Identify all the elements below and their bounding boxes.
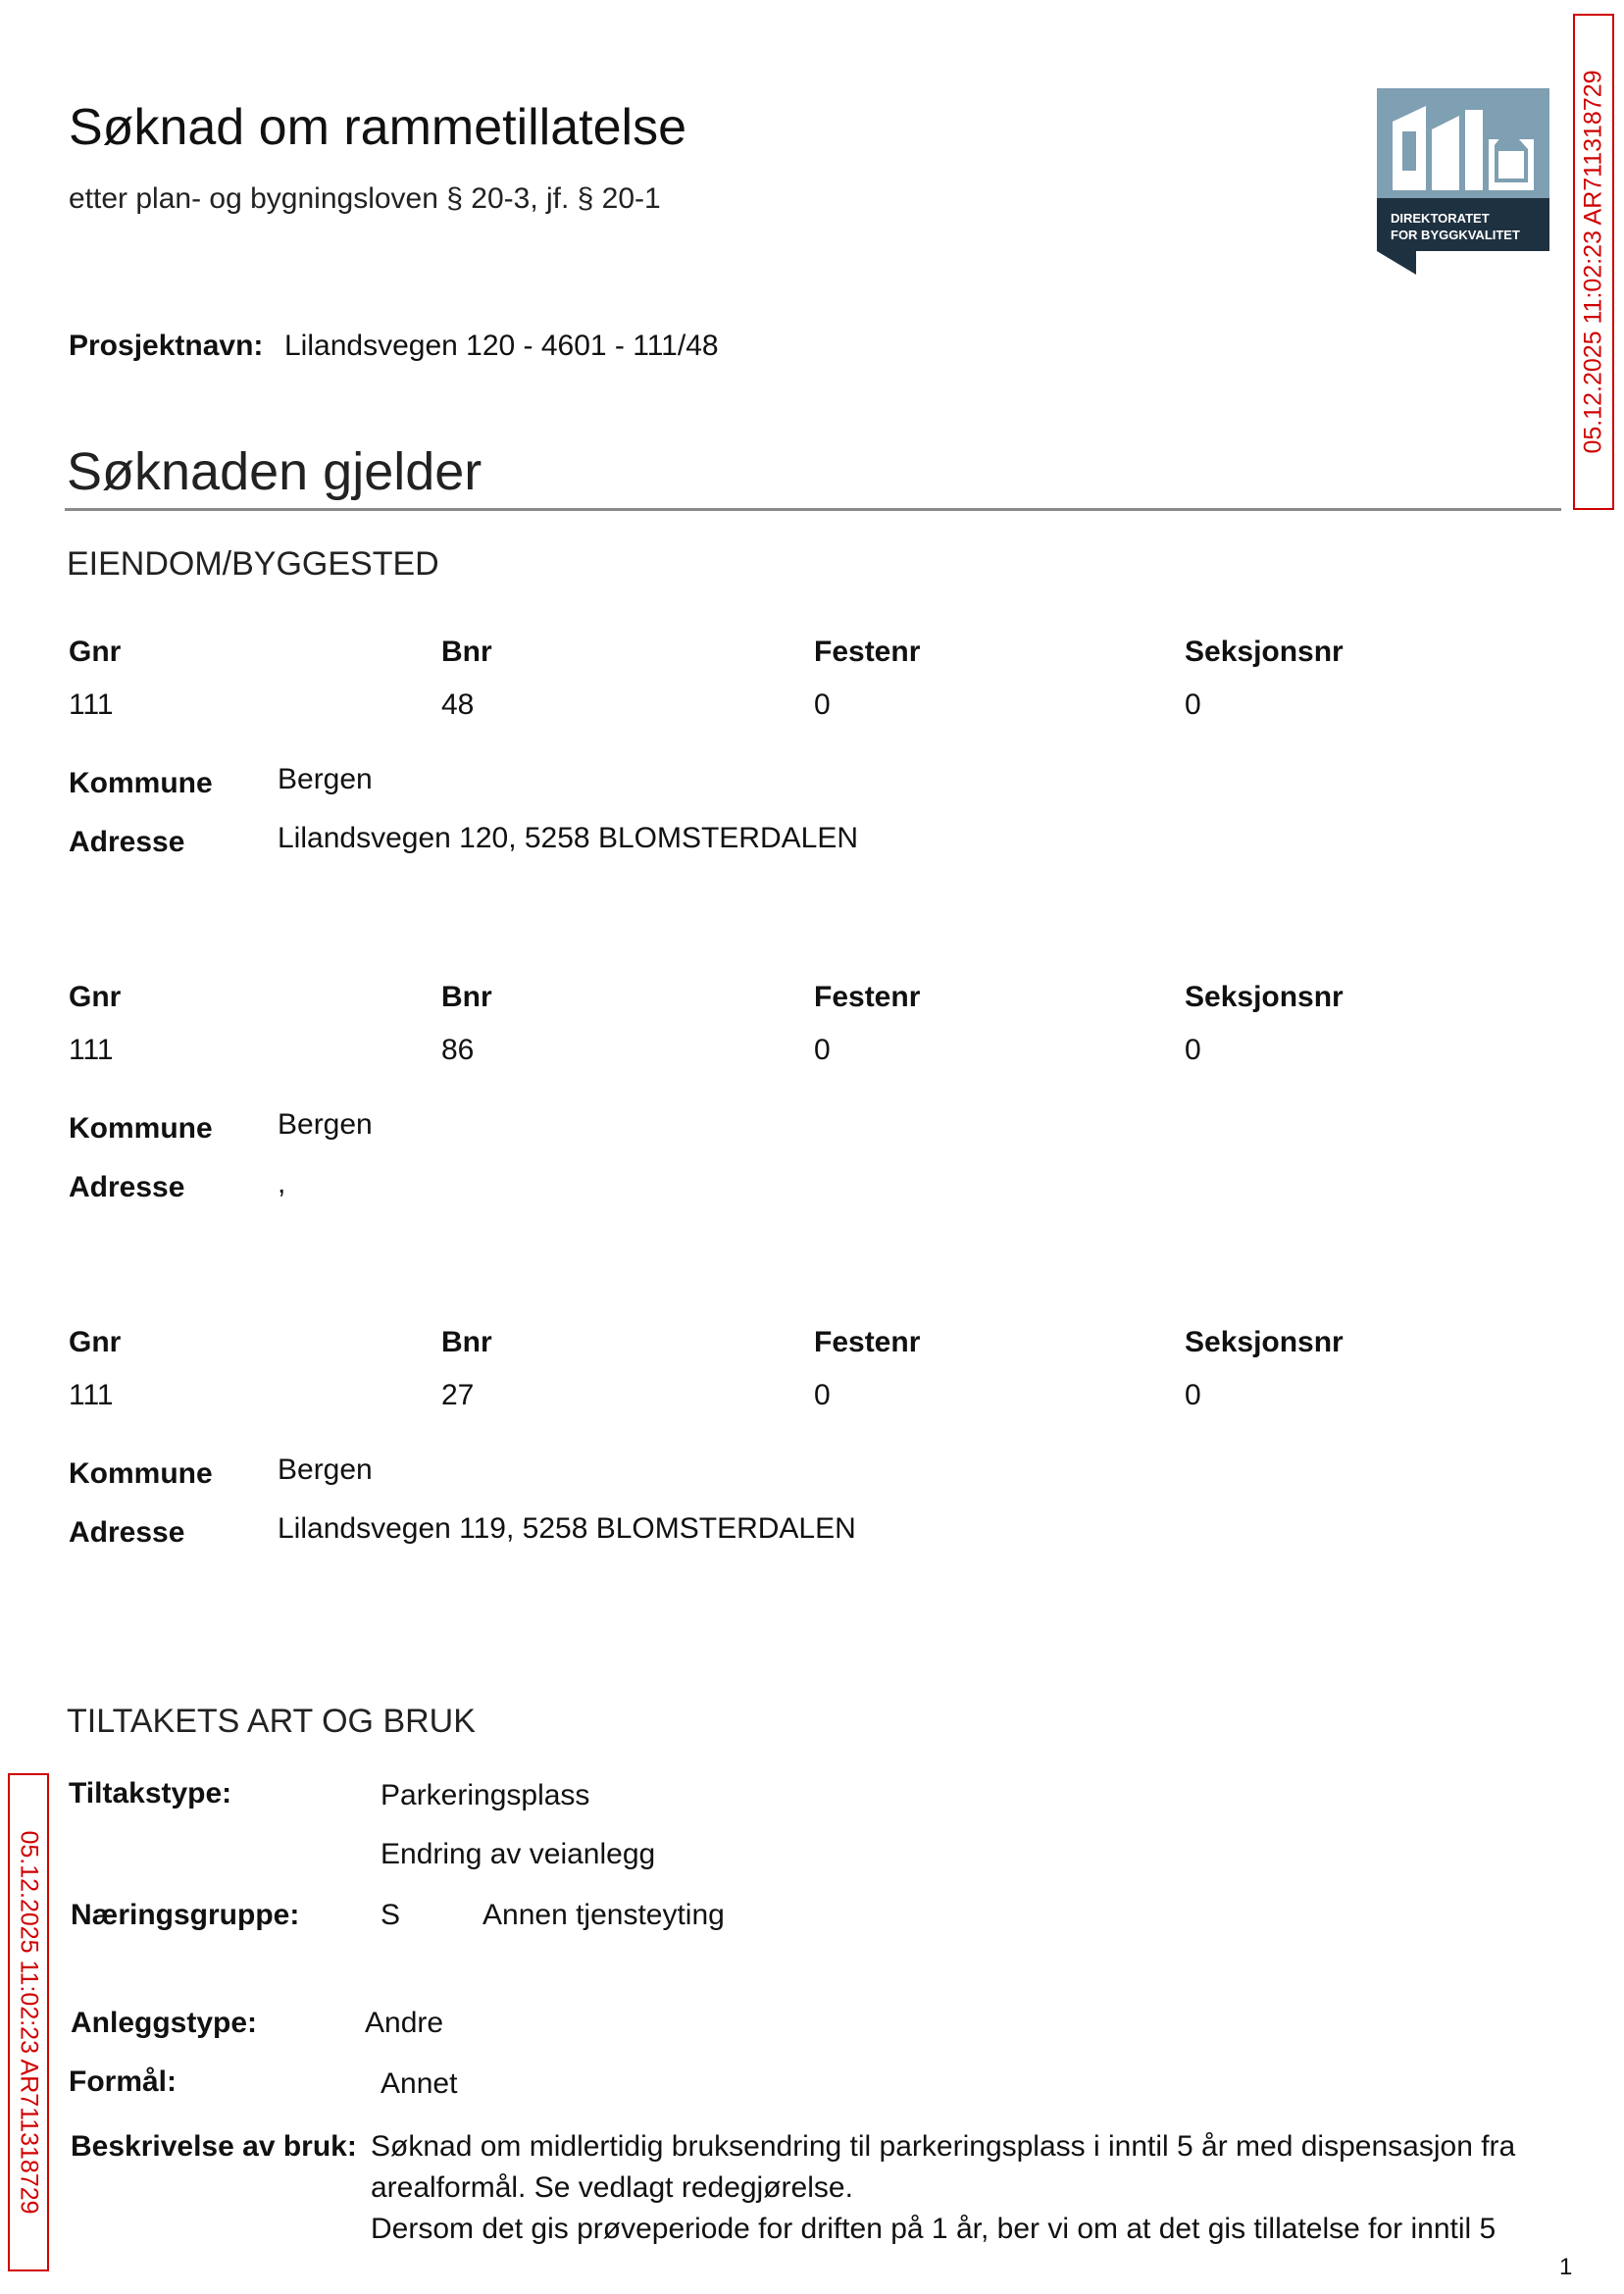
festenr-label: Festenr <box>814 636 921 668</box>
tiltakstype-value: Endring av veianlegg <box>381 1838 656 1870</box>
seksjonsnr-label: Seksjonsnr <box>1185 1326 1344 1358</box>
bnr-value: 48 <box>441 688 475 721</box>
archive-stamp-text: 05.12.2025 11:02:23 AR711318729 <box>15 1830 43 2215</box>
naeringsgruppe-text: Annen tjensteyting <box>482 1899 725 1931</box>
festenr-value: 0 <box>814 1034 831 1066</box>
tiltakstype-label: Tiltakstype: <box>69 1777 232 1810</box>
seksjonsnr-value: 0 <box>1185 688 1201 721</box>
gnr-label: Gnr <box>69 636 122 668</box>
beskrivelse-line: Dersom det gis prøveperiode for driften på 1 år, ber vi om at det gis tillatelse for inntil 5 <box>371 2213 1497 2245</box>
kommune-value: Bergen <box>278 763 373 795</box>
naeringsgruppe-code: S <box>381 1899 401 1931</box>
adresse-label: Adresse <box>69 1171 185 1203</box>
bnr-label: Bnr <box>441 1326 492 1358</box>
seksjonsnr-label: Seksjonsnr <box>1185 636 1344 668</box>
tiltak-heading: TILTAKETS ART OG BRUK <box>67 1703 476 1740</box>
adresse-value: Lilandsvegen 120, 5258 BLOMSTERDALEN <box>278 822 859 854</box>
project-value: Lilandsvegen 120 - 4601 - 111/48 <box>284 330 719 362</box>
project-label: Prosjektnavn: <box>69 330 264 362</box>
section-divider <box>65 508 1561 511</box>
gnr-value: 111 <box>69 1379 114 1411</box>
seksjonsnr-value: 0 <box>1185 1034 1201 1066</box>
kommune-value: Bergen <box>278 1453 373 1486</box>
anleggstype-value: Andre <box>365 2007 444 2039</box>
adresse-value: , <box>278 1167 286 1199</box>
naeringsgruppe-label: Næringsgruppe: <box>71 1899 300 1931</box>
festenr-value: 0 <box>814 688 831 721</box>
bnr-label: Bnr <box>441 981 492 1013</box>
beskrivelse-line: Søknad om midlertidig bruksendring til parkeringsplass i inntil 5 år med dispensasjon fra <box>371 2130 1516 2163</box>
bnr-label: Bnr <box>441 636 492 668</box>
kommune-label: Kommune <box>69 1457 213 1490</box>
festenr-label: Festenr <box>814 1326 921 1358</box>
archive-stamp-text: 05.12.2025 11:02:23 AR711318729 <box>1579 70 1607 454</box>
festenr-value: 0 <box>814 1379 831 1411</box>
archive-stamp-right <box>1573 14 1614 510</box>
logo-text-line1: DIREKTORATET <box>1391 211 1490 226</box>
dibk-logo <box>1377 88 1549 275</box>
festenr-label: Festenr <box>814 981 921 1013</box>
gnr-label: Gnr <box>69 1326 122 1358</box>
formal-value: Annet <box>381 2067 458 2100</box>
kommune-label: Kommune <box>69 767 213 799</box>
kommune-value: Bergen <box>278 1108 373 1141</box>
gnr-value: 111 <box>69 688 114 721</box>
gnr-label: Gnr <box>69 981 122 1013</box>
bnr-value: 86 <box>441 1034 475 1066</box>
archive-stamp-left <box>8 1773 49 2271</box>
adresse-label: Adresse <box>69 1516 185 1549</box>
property-heading: EIENDOM/BYGGESTED <box>67 545 439 583</box>
bnr-value: 27 <box>441 1379 475 1411</box>
page-number: 1 <box>1559 2254 1573 2280</box>
section-title: Søknaden gjelder <box>67 442 482 501</box>
formal-label: Formål: <box>69 2065 178 2098</box>
seksjonsnr-label: Seksjonsnr <box>1185 981 1344 1013</box>
tiltakstype-value: Parkeringsplass <box>381 1779 590 1811</box>
adresse-label: Adresse <box>69 826 185 858</box>
beskrivelse-text <box>371 2126 1577 2250</box>
kommune-label: Kommune <box>69 1112 213 1145</box>
document-title: Søknad om rammetillatelse <box>69 99 686 156</box>
anleggstype-label: Anleggstype: <box>71 2007 258 2039</box>
beskrivelse-label: Beskrivelse av bruk: <box>71 2130 357 2163</box>
gnr-value: 111 <box>69 1034 114 1066</box>
adresse-value: Lilandsvegen 119, 5258 BLOMSTERDALEN <box>278 1512 856 1545</box>
seksjonsnr-value: 0 <box>1185 1379 1201 1411</box>
dibk-logo-icon <box>1377 88 1549 275</box>
logo-text-line2: FOR BYGGKVALITET <box>1391 228 1520 242</box>
beskrivelse-line: arealformål. Se vedlagt redegjørelse. <box>371 2171 853 2204</box>
document-subtitle: etter plan- og bygningsloven § 20-3, jf. § 20-1 <box>69 182 661 215</box>
